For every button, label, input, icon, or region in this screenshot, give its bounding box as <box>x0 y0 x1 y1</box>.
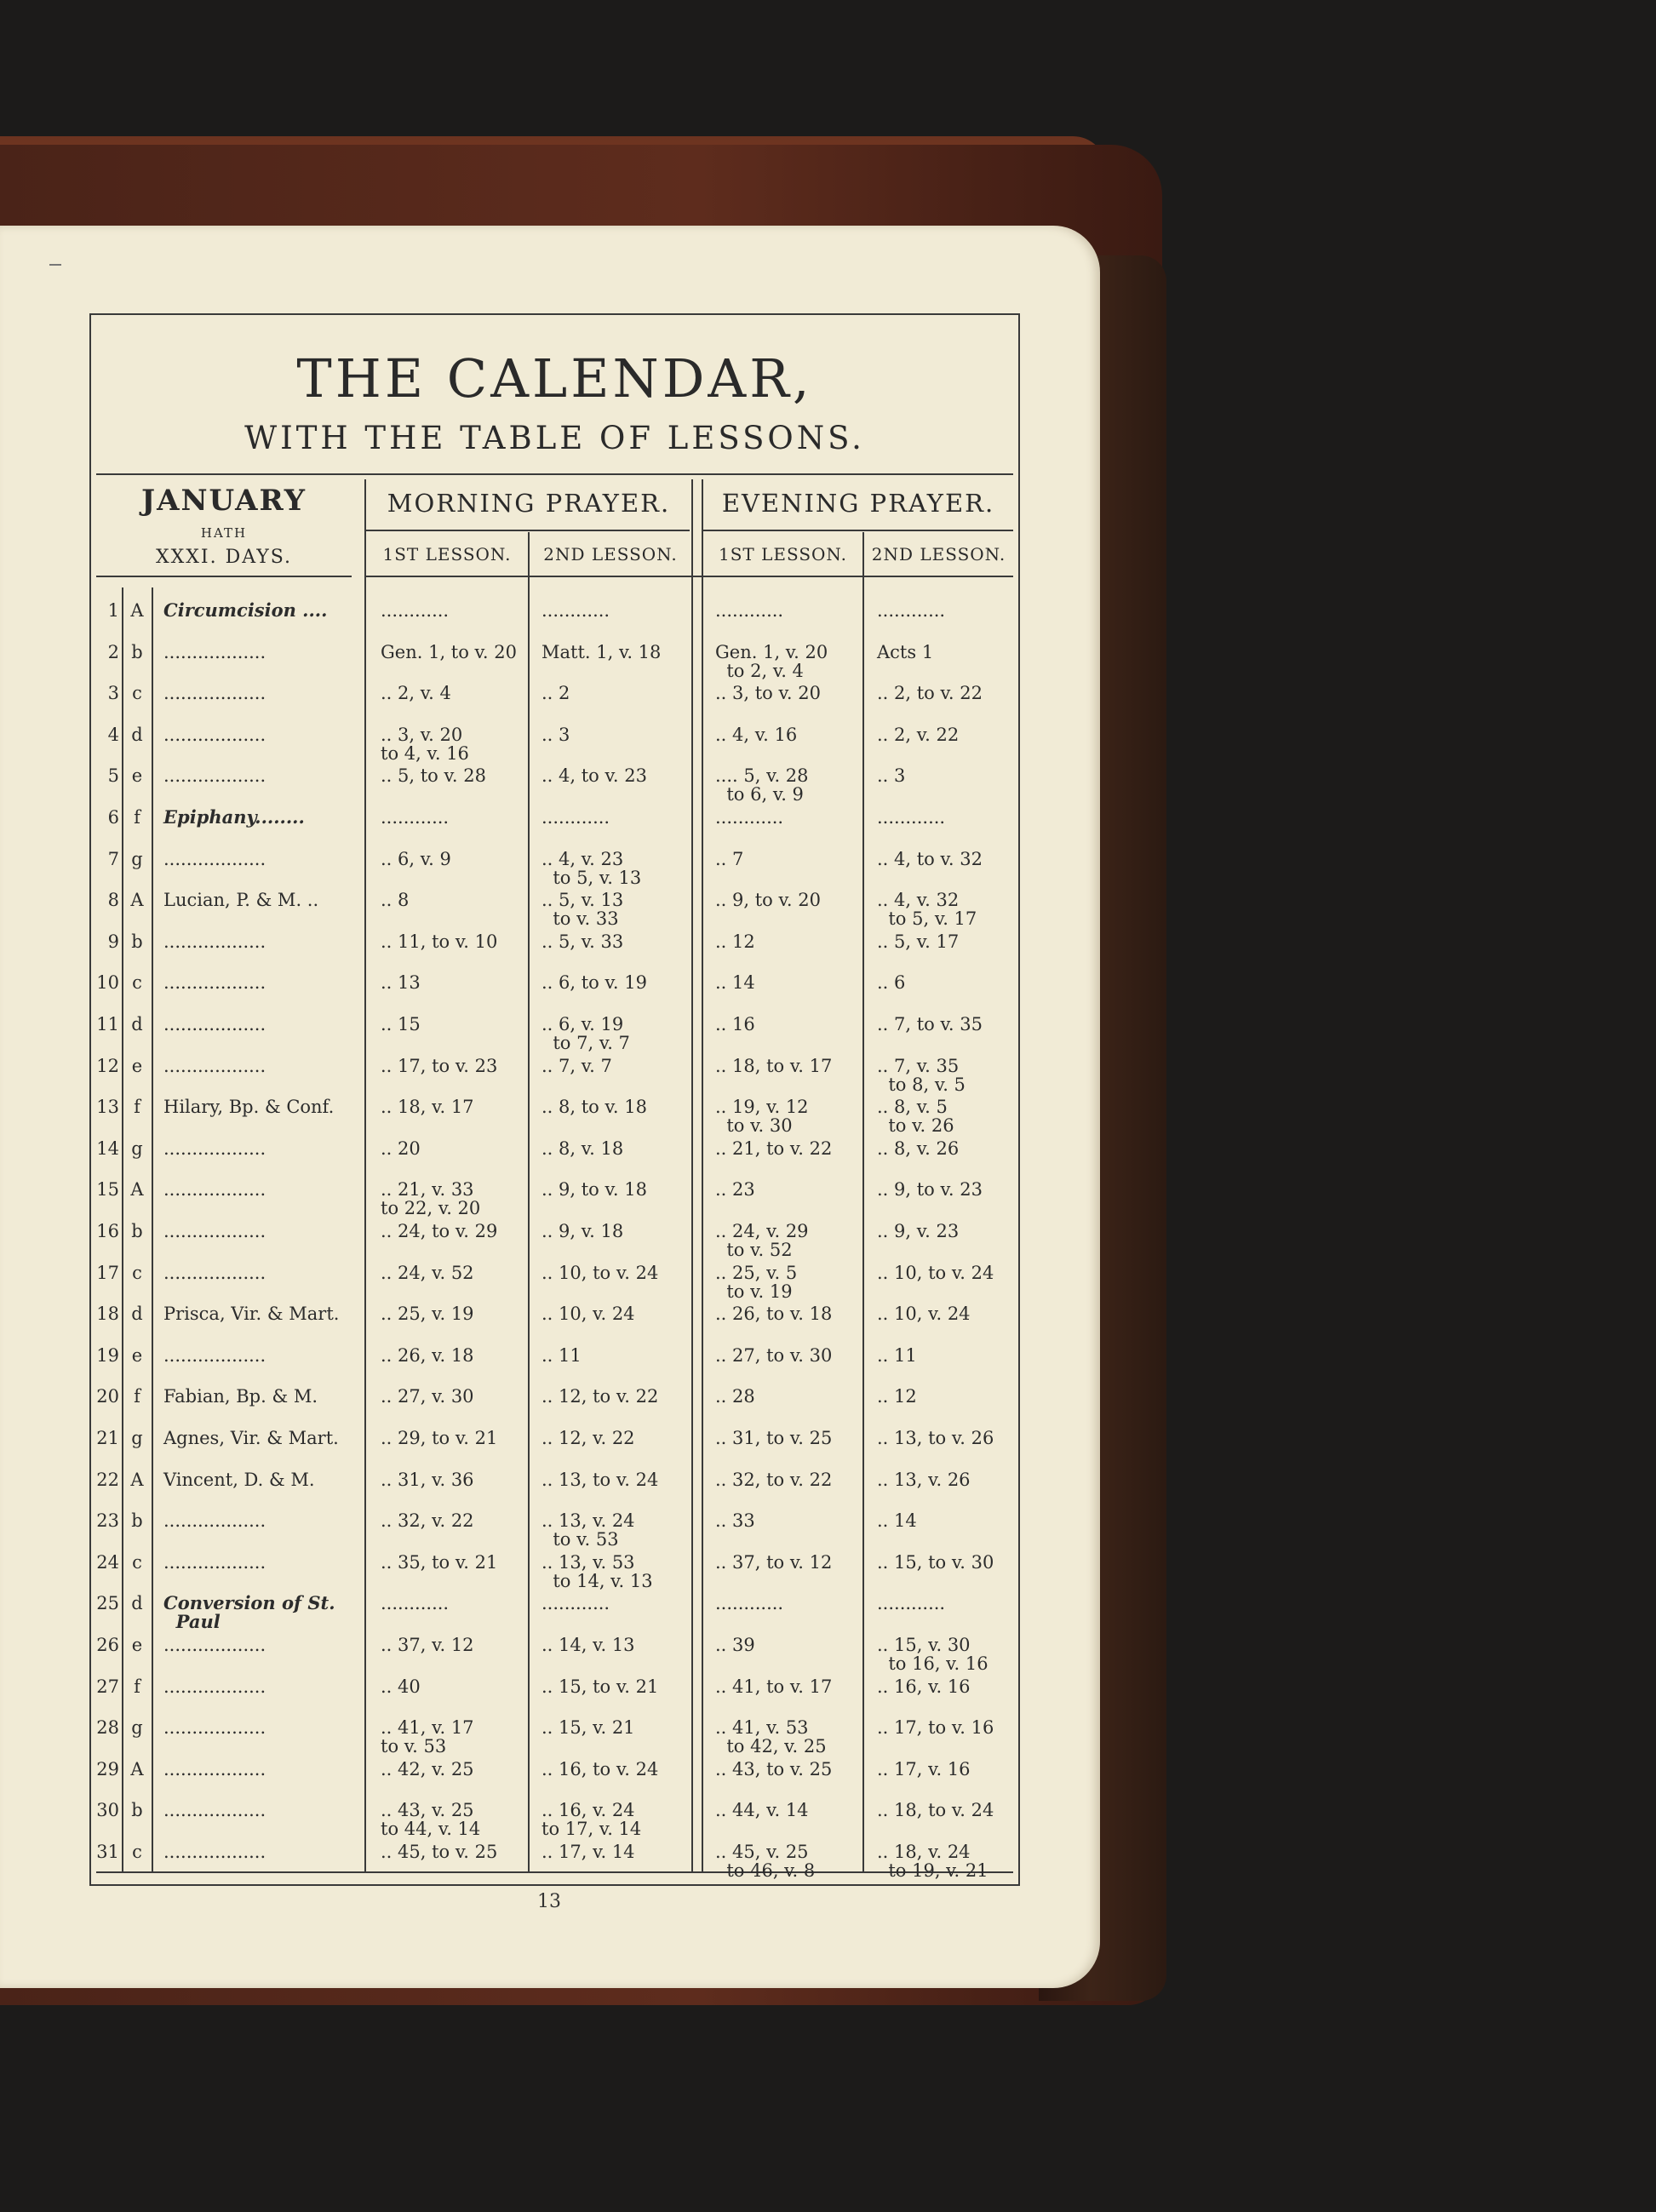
feast-name: Circumcision .... <box>163 599 328 621</box>
morning-first-lesson: .. 18, v. 17 <box>381 1097 474 1117</box>
evening-first-lesson: .. 21, to v. 22 <box>715 1138 833 1159</box>
evening-second-lesson: .. 7, v. 35 to 8, v. 5 <box>877 1056 966 1095</box>
evening-first-lesson: .. 12 <box>715 931 755 952</box>
day-number: 7 <box>107 849 119 869</box>
dominical-letter: d <box>131 1304 143 1324</box>
day-number: 27 <box>96 1676 119 1697</box>
morning-second-lesson: .. 5, v. 13 to v. 33 <box>541 890 624 929</box>
morning-second-lesson: .. 11 <box>541 1345 582 1366</box>
evening-second-lesson: .. 10, to v. 24 <box>877 1263 994 1283</box>
evening-second-lesson: .. 2, to v. 22 <box>877 683 983 703</box>
feast-name: .................. <box>163 1056 266 1076</box>
morning-second-lesson: .. 2 <box>541 683 570 703</box>
dominical-letter: g <box>131 849 143 869</box>
feast-name: .................. <box>163 1800 266 1820</box>
month-name: JANUARY <box>140 484 307 518</box>
evening-second-lesson: .. 2, v. 22 <box>877 725 960 745</box>
rule-col-name <box>364 479 366 1871</box>
page-title: THE CALENDAR, <box>296 347 813 410</box>
day-number: 18 <box>96 1304 119 1324</box>
feast-name: Fabian, Bp. & M. <box>163 1386 318 1407</box>
day-number: 8 <box>107 890 119 910</box>
feast-name: .................. <box>163 849 266 869</box>
evening-prayer-heading: EVENING PRAYER. <box>721 489 995 518</box>
feast-name: .................. <box>163 1221 266 1241</box>
day-number: 6 <box>107 807 119 828</box>
feast-name: .................. <box>163 1179 266 1200</box>
day-number: 13 <box>96 1097 119 1117</box>
day-number: 26 <box>96 1635 119 1655</box>
day-number: 17 <box>96 1263 119 1283</box>
morning-second-lesson: .. 4, to v. 23 <box>541 765 647 786</box>
day-number: 22 <box>96 1470 119 1490</box>
morning-first-lesson: .. 29, to v. 21 <box>381 1428 498 1448</box>
evening-first-lesson: .. 41, v. 53 to 42, v. 25 <box>715 1717 827 1756</box>
dominical-letter: g <box>131 1428 143 1448</box>
morning-first-lesson: .. 21, v. 33 to 22, v. 20 <box>381 1179 481 1218</box>
evening-first-lesson: Gen. 1, v. 20 to 2, v. 4 <box>715 642 828 681</box>
morning-second-lesson: ............ <box>541 1593 610 1613</box>
morning-first-lesson: .. 32, v. 22 <box>381 1510 474 1531</box>
morning-second-lesson: .. 13, to v. 24 <box>541 1470 659 1490</box>
dominical-letter: f <box>134 1676 140 1697</box>
evening-first-lesson: .. 14 <box>715 972 755 993</box>
day-number: 21 <box>96 1428 119 1448</box>
morning-first-lesson: .. 26, v. 18 <box>381 1345 474 1366</box>
evening-first-lesson: ............ <box>715 1593 784 1613</box>
morning-second-lesson: .. 5, v. 33 <box>541 931 624 952</box>
evening-second-lesson: .. 12 <box>877 1386 917 1407</box>
page-number: 13 <box>537 1891 561 1912</box>
feast-name: .................. <box>163 1510 266 1531</box>
day-number: 25 <box>96 1593 119 1613</box>
evening-first-lesson: .. 31, to v. 25 <box>715 1428 833 1448</box>
dominical-letter: c <box>132 683 142 703</box>
dominical-letter: A <box>130 1470 144 1490</box>
morning-first-lesson: .. 20 <box>381 1138 421 1159</box>
evening-first-lesson: ............ <box>715 807 784 828</box>
morning-second-lesson-heading: 2ND LESSON. <box>543 544 678 564</box>
month-days: XXXI. DAYS. <box>155 547 293 568</box>
morning-first-lesson: .. 3, v. 20 to 4, v. 16 <box>381 725 469 764</box>
evening-second-lesson: .. 5, v. 17 <box>877 931 960 952</box>
evening-first-lesson: .. 41, to v. 17 <box>715 1676 833 1697</box>
day-number: 20 <box>96 1386 119 1407</box>
month-rule <box>96 576 352 577</box>
day-number: 12 <box>96 1056 119 1076</box>
morning-first-lesson: .. 25, v. 19 <box>381 1304 474 1324</box>
evening-sub-rule <box>703 530 1013 531</box>
day-number: 31 <box>96 1842 119 1862</box>
dominical-letter: f <box>134 1386 140 1407</box>
morning-first-lesson: .. 45, to v. 25 <box>381 1842 498 1862</box>
evening-first-lesson: .. 43, to v. 25 <box>715 1759 833 1779</box>
page-subtitle: WITH THE TABLE OF LESSONS. <box>244 420 865 456</box>
evening-first-lesson: .. 23 <box>715 1179 755 1200</box>
evening-first-lesson: .. 25, v. 5 to v. 19 <box>715 1263 798 1302</box>
table-bottom-rule <box>96 1871 1013 1873</box>
evening-second-lesson: .. 17, v. 16 <box>877 1759 971 1779</box>
dominical-letter: e <box>131 1345 143 1366</box>
morning-second-lesson: .. 13, v. 53 to 14, v. 13 <box>541 1552 653 1591</box>
evening-second-lesson: .. 13, to v. 26 <box>877 1428 994 1448</box>
page-mark <box>49 264 61 266</box>
dominical-letter: f <box>134 807 140 828</box>
morning-second-lesson: ............ <box>541 600 610 621</box>
morning-first-lesson: .. 42, v. 25 <box>381 1759 474 1779</box>
header-top-rule <box>96 473 1013 475</box>
morning-second-lesson: .. 9, to v. 18 <box>541 1179 647 1200</box>
feast-name: .................. <box>163 1635 266 1655</box>
feast-name: Prisca, Vir. & Mart. <box>163 1304 340 1324</box>
evening-second-lesson: .. 4, v. 32 to 5, v. 17 <box>877 890 977 929</box>
feast-name: .................. <box>163 765 266 786</box>
feast-name: Vincent, D. & M. <box>163 1470 315 1490</box>
morning-second-lesson: .. 15, to v. 21 <box>541 1676 659 1697</box>
feast-name: .................. <box>163 1842 266 1862</box>
day-number: 4 <box>107 725 119 745</box>
day-number: 14 <box>96 1138 119 1159</box>
evening-first-lesson: .. 4, v. 16 <box>715 725 798 745</box>
feast-name: .................. <box>163 931 266 952</box>
evening-first-lesson: .. 45, v. 25 to 46, v. 8 <box>715 1842 816 1881</box>
dominical-letter: g <box>131 1717 143 1738</box>
morning-first-lesson: .. 6, v. 9 <box>381 849 451 869</box>
rule-col-evening-start <box>702 479 703 1871</box>
evening-second-lesson: .. 8, v. 5 to v. 26 <box>877 1097 954 1136</box>
evening-first-lesson: .. 27, to v. 30 <box>715 1345 833 1366</box>
evening-first-lesson-heading: 1ST LESSON. <box>718 544 848 564</box>
day-number: 11 <box>96 1014 119 1034</box>
feast-name: .................. <box>163 1759 266 1779</box>
evening-first-lesson: .. 19, v. 12 to v. 30 <box>715 1097 809 1136</box>
rule-col-m1 <box>528 532 530 1871</box>
evening-first-lesson: .. 39 <box>715 1635 755 1655</box>
day-number: 2 <box>107 642 119 662</box>
feast-name: .................. <box>163 1138 266 1159</box>
morning-first-lesson: .. 24, to v. 29 <box>381 1221 498 1241</box>
morning-first-lesson: .. 24, v. 52 <box>381 1263 474 1283</box>
dominical-letter: b <box>131 642 143 662</box>
evening-second-lesson: .. 13, v. 26 <box>877 1470 971 1490</box>
day-number: 30 <box>96 1800 119 1820</box>
day-number: 15 <box>96 1179 119 1200</box>
morning-second-lesson: .. 15, v. 21 <box>541 1717 635 1738</box>
feast-name: .................. <box>163 972 266 993</box>
evening-second-lesson: .. 18, to v. 24 <box>877 1800 994 1820</box>
morning-first-lesson: ............ <box>381 807 450 828</box>
evening-second-lesson: .. 9, to v. 23 <box>877 1179 983 1200</box>
day-number: 28 <box>96 1717 119 1738</box>
morning-first-lesson: ............ <box>381 600 450 621</box>
evening-second-lesson: .. 4, to v. 32 <box>877 849 983 869</box>
dominical-letter: c <box>132 972 142 993</box>
feast-name: Epiphany........ <box>163 806 305 828</box>
morning-second-lesson: .. 10, to v. 24 <box>541 1263 659 1283</box>
morning-second-lesson: .. 12, to v. 22 <box>541 1386 659 1407</box>
feast-name: .................. <box>163 642 266 662</box>
evening-second-lesson: ............ <box>877 600 946 621</box>
evening-second-lesson: .. 14 <box>877 1510 917 1531</box>
morning-second-lesson: .. 9, v. 18 <box>541 1221 624 1241</box>
dominical-letter: b <box>131 931 143 952</box>
morning-second-lesson: .. 17, v. 14 <box>541 1842 635 1862</box>
dominical-letter: A <box>130 1179 144 1200</box>
morning-first-lesson: .. 17, to v. 23 <box>381 1056 498 1076</box>
evening-first-lesson: .... 5, v. 28 to 6, v. 9 <box>715 765 809 805</box>
morning-second-lesson: .. 8, v. 18 <box>541 1138 624 1159</box>
feast-name: Agnes, Vir. & Mart. <box>163 1428 339 1448</box>
evening-second-lesson: .. 17, to v. 16 <box>877 1717 994 1738</box>
dominical-letter: c <box>132 1842 142 1862</box>
feast-name: .................. <box>163 1263 266 1283</box>
morning-second-lesson: .. 10, v. 24 <box>541 1304 635 1324</box>
evening-second-lesson: .. 18, v. 24 to 19, v. 21 <box>877 1842 988 1881</box>
morning-prayer-heading: MORNING PRAYER. <box>387 489 671 518</box>
evening-second-lesson: Acts 1 <box>877 642 934 662</box>
feast-name: .................. <box>163 1717 266 1738</box>
evening-second-lesson: .. 3 <box>877 765 906 786</box>
feast-name: .................. <box>163 683 266 703</box>
day-number: 23 <box>96 1510 119 1531</box>
day-number: 5 <box>107 765 119 786</box>
evening-second-lesson: .. 10, v. 24 <box>877 1304 971 1324</box>
morning-first-lesson: .. 40 <box>381 1676 421 1697</box>
evening-first-lesson: .. 33 <box>715 1510 755 1531</box>
morning-first-lesson: .. 11, to v. 10 <box>381 931 498 952</box>
dominical-letter: e <box>131 1056 143 1076</box>
evening-first-lesson: .. 44, v. 14 <box>715 1800 809 1820</box>
day-number: 3 <box>107 683 119 703</box>
morning-second-lesson: .. 14, v. 13 <box>541 1635 635 1655</box>
rule-col-e1 <box>862 532 864 1871</box>
morning-first-lesson: .. 2, v. 4 <box>381 683 451 703</box>
evening-first-lesson: .. 18, to v. 17 <box>715 1056 833 1076</box>
lesson-header-rule <box>366 576 1013 577</box>
evening-first-lesson: .. 26, to v. 18 <box>715 1304 833 1324</box>
feast-name: Hilary, Bp. & Conf. <box>163 1097 335 1117</box>
evening-first-lesson: .. 32, to v. 22 <box>715 1470 833 1490</box>
morning-second-lesson: .. 4, v. 23 to 5, v. 13 <box>541 849 642 888</box>
evening-second-lesson: .. 6 <box>877 972 906 993</box>
dominical-letter: d <box>131 1014 143 1034</box>
morning-first-lesson: Gen. 1, to v. 20 <box>381 642 517 662</box>
feast-name: .................. <box>163 1345 266 1366</box>
morning-second-lesson: .. 3 <box>541 725 570 745</box>
evening-first-lesson: .. 3, to v. 20 <box>715 683 821 703</box>
morning-second-lesson: Matt. 1, v. 18 <box>541 642 662 662</box>
evening-second-lesson: .. 15, to v. 30 <box>877 1552 994 1573</box>
dominical-letter: f <box>134 1097 140 1117</box>
dominical-letter: b <box>131 1800 143 1820</box>
morning-first-lesson: .. 31, v. 36 <box>381 1470 474 1490</box>
dominical-letter: g <box>131 1138 143 1159</box>
morning-first-lesson-heading: 1ST LESSON. <box>382 544 512 564</box>
morning-second-lesson: .. 13, v. 24 to v. 53 <box>541 1510 635 1550</box>
rule-col-morning-end <box>691 479 693 1871</box>
feast-name: Conversion of St. Paul <box>163 1592 335 1632</box>
evening-first-lesson: .. 37, to v. 12 <box>715 1552 833 1573</box>
morning-second-lesson: .. 16, v. 24 to 17, v. 14 <box>541 1800 642 1839</box>
feast-name: Lucian, P. & M. .. <box>163 890 319 910</box>
morning-second-lesson: .. 8, to v. 18 <box>541 1097 647 1117</box>
morning-first-lesson: .. 41, v. 17 to v. 53 <box>381 1717 474 1756</box>
dominical-letter: A <box>130 1759 144 1779</box>
rule-col-day <box>122 587 123 1871</box>
morning-second-lesson: ............ <box>541 807 610 828</box>
morning-second-lesson: .. 6, v. 19 to 7, v. 7 <box>541 1014 630 1053</box>
day-number: 29 <box>96 1759 119 1779</box>
morning-first-lesson: .. 37, v. 12 <box>381 1635 474 1655</box>
dominical-letter: e <box>131 765 143 786</box>
evening-second-lesson-heading: 2ND LESSON. <box>871 544 1006 564</box>
dominical-letter: b <box>131 1510 143 1531</box>
morning-first-lesson: .. 5, to v. 28 <box>381 765 486 786</box>
feast-name: .................. <box>163 1676 266 1697</box>
evening-first-lesson: .. 9, to v. 20 <box>715 890 821 910</box>
dominical-letter: c <box>132 1263 142 1283</box>
morning-first-lesson: .. 15 <box>381 1014 421 1034</box>
dominical-letter: d <box>131 725 143 745</box>
rule-col-letter <box>152 587 153 1871</box>
day-number: 9 <box>107 931 119 952</box>
evening-first-lesson: .. 7 <box>715 849 744 869</box>
morning-second-lesson: .. 7, v. 7 <box>541 1056 612 1076</box>
evening-second-lesson: ............ <box>877 807 946 828</box>
morning-second-lesson: .. 6, to v. 19 <box>541 972 647 993</box>
dominical-letter: A <box>130 890 144 910</box>
morning-first-lesson: ............ <box>381 1593 450 1613</box>
morning-first-lesson: .. 8 <box>381 890 410 910</box>
evening-second-lesson: .. 15, v. 30 to 16, v. 16 <box>877 1635 988 1674</box>
evening-second-lesson: ............ <box>877 1593 946 1613</box>
evening-second-lesson: .. 8, v. 26 <box>877 1138 960 1159</box>
evening-first-lesson: .. 24, v. 29 to v. 52 <box>715 1221 809 1260</box>
evening-first-lesson: ............ <box>715 600 784 621</box>
evening-second-lesson: .. 7, to v. 35 <box>877 1014 983 1034</box>
day-number: 16 <box>96 1221 119 1241</box>
day-number: 1 <box>107 600 119 621</box>
dominical-letter: c <box>132 1552 142 1573</box>
feast-name: .................. <box>163 1014 266 1034</box>
evening-second-lesson: .. 16, v. 16 <box>877 1676 971 1697</box>
dominical-letter: A <box>130 600 144 621</box>
day-number: 10 <box>96 972 119 993</box>
morning-sub-rule <box>366 530 690 531</box>
morning-first-lesson: .. 13 <box>381 972 421 993</box>
morning-first-lesson: .. 27, v. 30 <box>381 1386 474 1407</box>
evening-second-lesson: .. 9, v. 23 <box>877 1221 960 1241</box>
feast-name: .................. <box>163 725 266 745</box>
morning-second-lesson: .. 12, v. 22 <box>541 1428 635 1448</box>
dominical-letter: b <box>131 1221 143 1241</box>
morning-first-lesson: .. 35, to v. 21 <box>381 1552 498 1573</box>
day-number: 24 <box>96 1552 119 1573</box>
morning-first-lesson: .. 43, v. 25 to 44, v. 14 <box>381 1800 481 1839</box>
day-number: 19 <box>96 1345 119 1366</box>
morning-second-lesson: .. 16, to v. 24 <box>541 1759 659 1779</box>
month-hath: HATH <box>200 525 248 541</box>
evening-first-lesson: .. 28 <box>715 1386 755 1407</box>
evening-second-lesson: .. 11 <box>877 1345 917 1366</box>
evening-first-lesson: .. 16 <box>715 1014 755 1034</box>
dominical-letter: d <box>131 1593 143 1613</box>
feast-name: .................. <box>163 1552 266 1573</box>
dominical-letter: e <box>131 1635 143 1655</box>
